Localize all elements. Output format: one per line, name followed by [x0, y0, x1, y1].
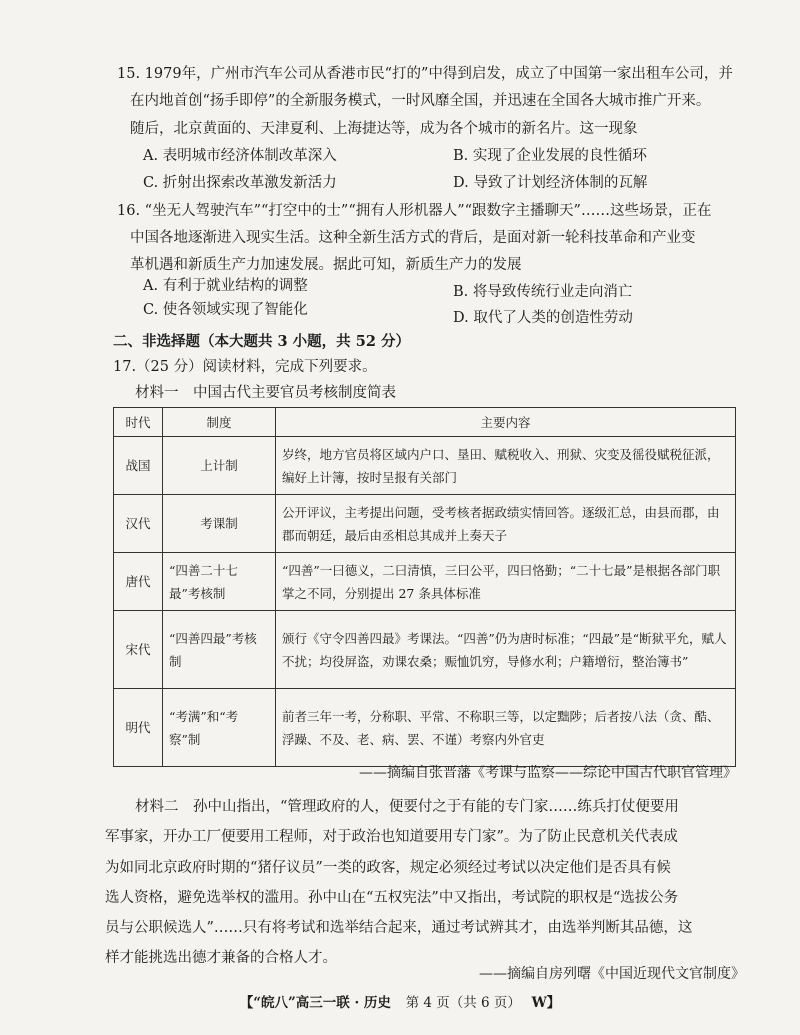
- table-row: [114, 495, 736, 553]
- cell-system: “四善四最”考核制: [163, 611, 276, 689]
- q15-line-2: 在内地首创“扬手即停”的全新服务模式，一时风靡全国，并迅速在全国各大城市推广开来。: [130, 93, 711, 109]
- material2-line-5: 员与公职候选人”……只有将考试和选举结合起来，通过考试辨其才，由选举判断其品德，这: [105, 920, 693, 936]
- q16-option-d: D. 取代了人类的创造性劳动: [453, 310, 633, 326]
- material2-source: ——摘编自房列曙《中国近现代文官制度》: [479, 966, 745, 982]
- q16-line-2: 中国各地逐渐进入现实生活。这种全新生活方式的背后，是面对新一轮科技革命和产业变: [130, 230, 696, 246]
- q16-line-1: 16. “坐无人驾驶汽车”“打空中的士”“拥有人形机器人”“跟数字主播聊天”……这些场景，正在: [117, 203, 712, 219]
- cell-era: 宋代: [114, 611, 163, 689]
- section-title: 二、非选择题（本大题共 3 小题，共 52 分）: [113, 333, 410, 350]
- page-footer: [0, 991, 800, 1011]
- cell-era: 战国: [114, 437, 163, 495]
- q15-option-c: C. 折射出探索改革激发新活力: [143, 175, 337, 191]
- q16-option-a: A. 有利于就业结构的调整: [143, 278, 308, 294]
- table-row: [114, 437, 736, 495]
- table-row: [114, 689, 736, 767]
- table-row: [114, 611, 736, 689]
- cell-content: 公开评议，主考提出问题，受考核者据政绩实情回答。逐级汇总，由县而郡，由郡而朝廷，最后由丞相总其成并上奏天子: [276, 495, 736, 553]
- table-row: [114, 553, 736, 611]
- table-header-row: [114, 408, 736, 437]
- footer-brand: 【“皖八”高三一联 · 历史: [239, 995, 391, 1011]
- footer-page-number: 第 4 页（共 6 页）: [405, 995, 521, 1011]
- q16-option-c: C. 使各领域实现了智能化: [143, 302, 308, 318]
- cell-content: 颁行《守令四善四最》考课法。“四善”仍为唐时标准；“四最”是“断狱平允，赋人不扰；均役屏盗，劝课农桑；赈恤饥穷，导修水利；户籍增衍，整治簿书”: [276, 611, 736, 689]
- q17-intro: 17.（25 分）阅读材料，完成下列要求。: [113, 359, 377, 375]
- material2-line-4: 选人资格，避免选举权的滥用。孙中山在“五权宪法”中又指出，考试院的职权是“选拔公务: [105, 890, 679, 906]
- cell-content: 岁终，地方官员将区域内户口、垦田、赋税收入、刑狱、灾变及徭役赋税征派，编好上计簿，按时呈报有关部门: [276, 437, 736, 495]
- q15-option-d: D. 导致了计划经济体制的瓦解: [453, 175, 648, 191]
- cell-era: 唐代: [114, 553, 163, 611]
- cell-era: 汉代: [114, 495, 163, 553]
- cell-system: 考课制: [163, 495, 276, 553]
- cell-content: “四善”一曰德义，二曰清慎，三曰公平，四曰恪勤；“二十七最”是根据各部门职掌之不同，分别提出 27 条具体标准: [276, 553, 736, 611]
- q16-line-3: 革机遇和新质生产力加速发展。据此可知，新质生产力的发展: [130, 257, 522, 273]
- header-era: 时代: [114, 408, 163, 437]
- material1-source: ——摘编自张晋藩《考课与监察——综论中国古代职官管理》: [359, 765, 737, 781]
- q15-line-1: 15. 1979年，广州市汽车公司从香港市民“打的”中得到启发，成立了中国第一家出租车公司，并: [117, 66, 733, 82]
- assessment-system-table: [113, 407, 736, 767]
- q16-option-b: B. 将导致传统行业走向消亡: [453, 284, 633, 300]
- q15-option-b: B. 实现了企业发展的良性循环: [453, 148, 647, 164]
- header-content: 主要内容: [276, 408, 736, 437]
- material2-line-3: 为如同北京政府时期的“猪仔议员”一类的政客，规定必须经过考试以决定他们是否具有候: [105, 860, 671, 876]
- cell-system: 上计制: [163, 437, 276, 495]
- material2-line-2: 军事家，开办工厂便要用工程师，对于政治也知道要用专门家”。为了防止民意机关代表成: [105, 829, 678, 845]
- material2-line-1: 材料二 孙中山指出，“管理政府的人，便要付之于有能的专门家……练兵打仗便要用: [135, 799, 679, 815]
- q15-line-3: 随后，北京黄面的、天津夏利、上海捷达等，成为各个城市的新名片。这一现象: [130, 121, 638, 137]
- cell-system: “考满”和“考察”制: [163, 689, 276, 767]
- material2-line-6: 样才能挑选出德才兼备的合格人才。: [105, 950, 337, 966]
- cell-system: “四善二十七最”考核制: [163, 553, 276, 611]
- cell-era: 明代: [114, 689, 163, 767]
- footer-code: W】: [531, 995, 561, 1011]
- material1-title: 材料一 中国古代主要官员考核制度简表: [135, 385, 396, 401]
- cell-content: 前者三年一考，分称职、平常、不称职三等，以定黜陟；后者按八法（贪、酷、浮躁、不及、老、病、罢、不谨）考察内外官吏: [276, 689, 736, 767]
- header-system: 制度: [163, 408, 276, 437]
- q15-option-a: A. 表明城市经济体制改革深入: [143, 148, 337, 164]
